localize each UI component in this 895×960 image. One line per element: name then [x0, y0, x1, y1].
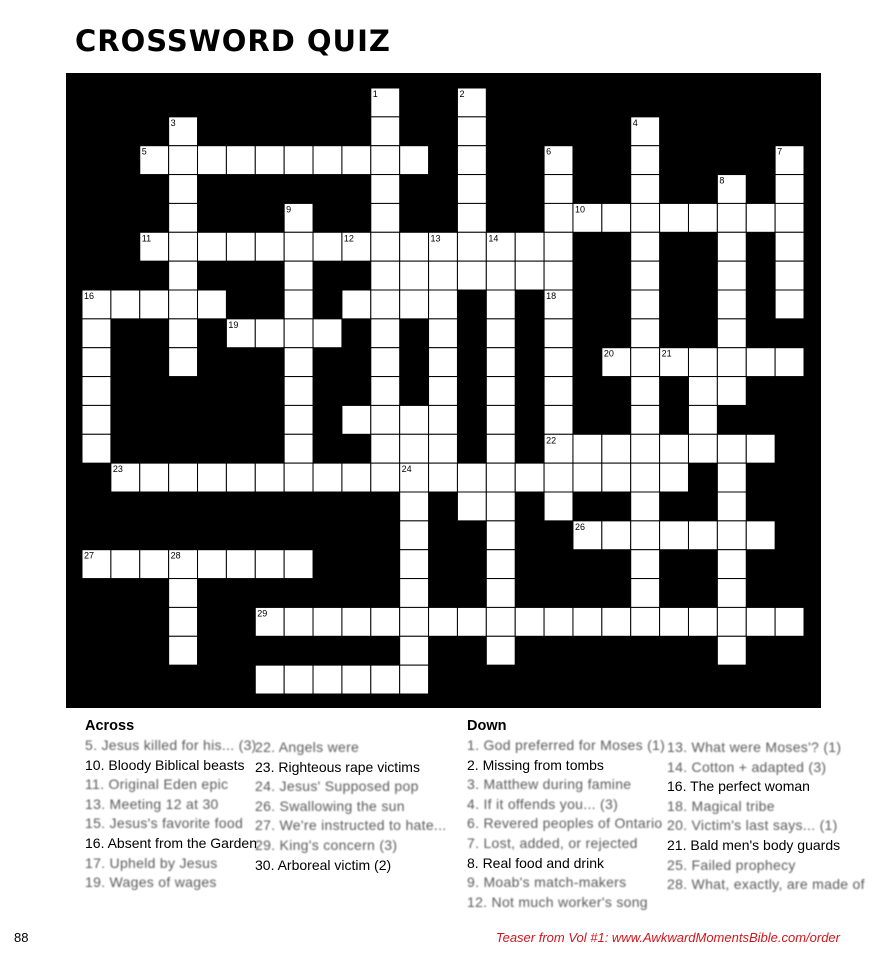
grid-cell[interactable]	[775, 203, 804, 232]
grid-cell[interactable]	[602, 607, 631, 636]
grid-cell[interactable]	[775, 261, 804, 290]
grid-cell[interactable]	[313, 319, 342, 348]
grid-cell[interactable]	[573, 434, 602, 463]
grid-cell[interactable]	[486, 492, 515, 521]
grid-cell[interactable]	[544, 175, 573, 204]
grid-cell[interactable]	[486, 348, 515, 377]
grid-cell[interactable]	[746, 348, 775, 377]
grid-cell[interactable]	[342, 463, 371, 492]
grid-cell[interactable]	[284, 607, 313, 636]
grid-cell[interactable]	[429, 290, 458, 319]
grid-cell[interactable]	[429, 405, 458, 434]
grid-cell[interactable]	[226, 550, 255, 579]
clue-item: 14. Cotton + adapted (3)	[667, 758, 827, 775]
grid-cell[interactable]	[140, 550, 169, 579]
clue-number: 6	[546, 146, 552, 157]
down-clues-column-1	[467, 718, 665, 912]
clue-number: 15	[343, 262, 354, 273]
grid-cell[interactable]	[284, 319, 313, 348]
clue-item: 13. Meeting 12 at 30	[85, 795, 219, 812]
grid-cell[interactable]	[602, 521, 631, 550]
grid-cell[interactable]	[515, 261, 544, 290]
grid-cell[interactable]	[313, 665, 342, 694]
grid-cell[interactable]	[371, 463, 400, 492]
clue-number: 8	[719, 175, 725, 186]
grid-cell[interactable]	[515, 463, 544, 492]
grid-cell[interactable]	[169, 175, 198, 204]
grid-cell[interactable]	[457, 203, 486, 232]
grid-cell[interactable]	[429, 348, 458, 377]
grid-cell[interactable]	[573, 607, 602, 636]
grid-cell[interactable]	[429, 377, 458, 406]
grid-cell[interactable]	[400, 665, 429, 694]
grid-cell[interactable]	[631, 290, 660, 319]
grid-cell[interactable]	[226, 463, 255, 492]
clue-number: 3	[170, 117, 176, 128]
grid-cell[interactable]	[544, 607, 573, 636]
grid-cell[interactable]	[313, 146, 342, 175]
grid-cell[interactable]	[631, 319, 660, 348]
clue-number: 19	[228, 319, 239, 330]
across-col1-list	[85, 736, 257, 893]
grid-cell[interactable]	[457, 463, 486, 492]
grid-cell[interactable]	[169, 319, 198, 348]
grid-cell[interactable]	[169, 579, 198, 608]
grid-cell[interactable]	[486, 550, 515, 579]
grid-cell[interactable]	[775, 348, 804, 377]
grid-cell[interactable]	[688, 348, 717, 377]
grid-cell[interactable]	[400, 232, 429, 261]
grid-cell[interactable]	[400, 290, 429, 319]
grid-cell[interactable]	[284, 261, 313, 290]
grid-cell[interactable]	[717, 607, 746, 636]
clue-item: 20. Victim's last says... (1)	[667, 817, 838, 834]
clue-number: 13	[430, 233, 441, 244]
grid-cell[interactable]	[371, 405, 400, 434]
grid-cell[interactable]	[544, 492, 573, 521]
grid-cell[interactable]	[717, 261, 746, 290]
grid-cell[interactable]	[284, 405, 313, 434]
grid-cell[interactable]	[313, 463, 342, 492]
grid-cell[interactable]	[111, 290, 140, 319]
grid-cell[interactable]	[631, 550, 660, 579]
grid-cell[interactable]	[486, 290, 515, 319]
clue-item: 17. Upheld by Jesus	[85, 854, 218, 871]
grid-cell[interactable]	[140, 463, 169, 492]
grid-cell[interactable]	[631, 492, 660, 521]
grid-cell[interactable]	[515, 607, 544, 636]
clue-item: 2. Missing from tombs	[467, 756, 604, 773]
clue-item: 30. Arboreal victim (2)	[255, 856, 392, 873]
grid-cell[interactable]	[486, 261, 515, 290]
grid-cell[interactable]	[198, 550, 227, 579]
grid-cell[interactable]	[400, 521, 429, 550]
grid-cell[interactable]	[169, 348, 198, 377]
grid-cell[interactable]	[660, 521, 689, 550]
grid-cell[interactable]	[602, 203, 631, 232]
grid-cell[interactable]	[717, 550, 746, 579]
grid-cell[interactable]	[226, 146, 255, 175]
clue-item: 7. Lost, added, or rejected	[467, 834, 638, 851]
clue-number: 20	[603, 348, 614, 359]
clue-item: 15. Jesus's favorite food	[85, 815, 244, 832]
grid-cell[interactable]	[169, 146, 198, 175]
grid-cell[interactable]	[631, 261, 660, 290]
grid-cell[interactable]	[169, 203, 198, 232]
grid-cell[interactable]	[400, 146, 429, 175]
grid-cell[interactable]	[284, 146, 313, 175]
grid-cell[interactable]	[400, 405, 429, 434]
grid-cell[interactable]	[486, 607, 515, 636]
clue-item: 1. God preferred for Moses (1)	[467, 737, 666, 753]
grid-cell[interactable]	[457, 175, 486, 204]
grid-cell[interactable]	[169, 261, 198, 290]
grid-cell[interactable]	[544, 348, 573, 377]
grid-cell[interactable]	[631, 232, 660, 261]
grid-cell[interactable]	[169, 232, 198, 261]
grid-cell[interactable]	[169, 463, 198, 492]
clue-item: 6. Revered peoples of Ontario	[467, 815, 663, 832]
clue-number: 24	[401, 464, 412, 475]
grid-cell[interactable]	[400, 579, 429, 608]
grid-cell[interactable]	[688, 377, 717, 406]
grid-cell[interactable]	[775, 290, 804, 319]
across-clues-column-1	[85, 718, 257, 893]
clue-number: 28	[170, 550, 181, 561]
grid-cell[interactable]	[169, 636, 198, 665]
clue-item: 8. Real food and drink	[467, 854, 604, 871]
grid-cell[interactable]	[631, 203, 660, 232]
grid-cell[interactable]	[688, 607, 717, 636]
grid-cell[interactable]	[284, 232, 313, 261]
grid-cell[interactable]	[746, 203, 775, 232]
grid-cell[interactable]	[198, 232, 227, 261]
grid-cell[interactable]	[400, 636, 429, 665]
grid-cell[interactable]	[775, 175, 804, 204]
grid-cell[interactable]	[226, 232, 255, 261]
grid-cell[interactable]	[660, 434, 689, 463]
grid-cell[interactable]	[631, 607, 660, 636]
clue-number: 14	[488, 233, 499, 244]
grid-cell[interactable]	[371, 261, 400, 290]
grid-cell[interactable]	[688, 434, 717, 463]
grid-cell[interactable]	[82, 377, 111, 406]
grid-cell[interactable]	[400, 492, 429, 521]
grid-cell[interactable]	[429, 434, 458, 463]
grid-cell[interactable]	[717, 232, 746, 261]
grid-cell[interactable]	[717, 377, 746, 406]
grid-cell[interactable]	[82, 434, 111, 463]
clue-item: 12. Not much worker's song	[467, 893, 648, 910]
grid-cell[interactable]	[255, 550, 284, 579]
clue-number: 16	[84, 291, 95, 301]
clue-number: 9	[286, 204, 292, 215]
clue-item: 19. Wages of wages	[85, 874, 217, 891]
grid-cell[interactable]	[631, 521, 660, 550]
grid-cell[interactable]	[486, 377, 515, 406]
clue-item: 16. Absent from the Garden	[85, 834, 257, 851]
clue-item: 25. Failed prophecy	[667, 856, 796, 873]
grid-cell[interactable]	[544, 203, 573, 232]
grid-cell[interactable]	[544, 463, 573, 492]
clue-item: 5. Jesus killed for his... (3)	[85, 737, 257, 753]
grid-cell[interactable]	[255, 463, 284, 492]
grid-cell[interactable]	[371, 117, 400, 146]
clue-number: 27	[84, 550, 95, 561]
clue-item: 11. Original Eden epic	[85, 776, 229, 793]
page-number: 88	[14, 930, 29, 945]
grid-cell[interactable]	[284, 550, 313, 579]
grid-cell[interactable]	[371, 665, 400, 694]
grid-cell[interactable]	[775, 607, 804, 636]
grid-cell[interactable]	[746, 434, 775, 463]
clue-item: 24. Jesus' Supposed pop	[255, 778, 419, 795]
clue-number: 22	[546, 435, 557, 446]
grid-cell[interactable]	[169, 607, 198, 636]
grid-cell[interactable]	[284, 348, 313, 377]
grid-cell[interactable]	[631, 146, 660, 175]
grid-cell[interactable]	[342, 290, 371, 319]
grid-cell[interactable]	[457, 607, 486, 636]
grid-cell[interactable]	[688, 521, 717, 550]
grid-cell[interactable]	[717, 290, 746, 319]
grid-cell[interactable]	[486, 319, 515, 348]
grid-cell[interactable]	[429, 319, 458, 348]
clue-item: 29. King's concern (3)	[255, 836, 398, 853]
grid-cell[interactable]	[342, 607, 371, 636]
down-clues-column-2	[667, 738, 865, 895]
grid-cell[interactable]	[82, 319, 111, 348]
grid-cell[interactable]	[400, 550, 429, 579]
grid-cell[interactable]	[660, 463, 689, 492]
clue-item: 26. Swallowing the sun	[255, 797, 405, 814]
grid-cell[interactable]	[313, 232, 342, 261]
grid-cell[interactable]	[342, 665, 371, 694]
grid-cell[interactable]	[82, 348, 111, 377]
grid-cell[interactable]	[544, 319, 573, 348]
grid-cell[interactable]	[371, 319, 400, 348]
grid-cell[interactable]	[284, 665, 313, 694]
grid-cell[interactable]	[717, 434, 746, 463]
grid-cell[interactable]	[371, 146, 400, 175]
grid-cell[interactable]	[631, 377, 660, 406]
grid-cell[interactable]	[544, 261, 573, 290]
grid-cell[interactable]	[486, 434, 515, 463]
grid-cell[interactable]	[486, 636, 515, 665]
grid-cell[interactable]	[717, 636, 746, 665]
down-col2-list	[667, 738, 865, 895]
grid-cell[interactable]	[573, 463, 602, 492]
grid-cell[interactable]	[717, 579, 746, 608]
grid-cell[interactable]	[371, 377, 400, 406]
clue-item: 10. Bloody Biblical beasts	[85, 756, 245, 773]
grid-cell[interactable]	[371, 434, 400, 463]
clue-item: 22. Angels were	[255, 739, 360, 755]
grid-cell[interactable]	[717, 492, 746, 521]
across-col2-list	[255, 738, 446, 875]
grid-cell[interactable]	[284, 434, 313, 463]
grid-cell[interactable]	[660, 203, 689, 232]
grid-cell[interactable]	[457, 117, 486, 146]
grid-cell[interactable]	[631, 434, 660, 463]
grid-cell[interactable]	[602, 463, 631, 492]
grid-cell[interactable]	[284, 290, 313, 319]
page-title: CROSSWORD QUIZ	[75, 24, 391, 58]
teaser-link[interactable]: Teaser from Vol #1: www.AwkwardMomentsBible.com/order	[495, 930, 840, 945]
grid-cell[interactable]	[717, 348, 746, 377]
grid-cell[interactable]	[429, 463, 458, 492]
clue-number: 7	[777, 146, 783, 157]
grid-cell[interactable]	[429, 261, 458, 290]
grid-cell[interactable]	[198, 290, 227, 319]
grid-cell[interactable]	[631, 405, 660, 434]
grid-cell[interactable]	[544, 405, 573, 434]
grid-cell[interactable]	[371, 607, 400, 636]
clue-number: 29	[257, 608, 268, 619]
grid-cell[interactable]	[371, 348, 400, 377]
across-clues-column-2	[255, 738, 446, 875]
grid-cell[interactable]	[746, 521, 775, 550]
grid-cell[interactable]	[255, 146, 284, 175]
grid-cell[interactable]	[371, 203, 400, 232]
grid-cell[interactable]	[313, 607, 342, 636]
clue-item: 9. Moab's match-makers	[467, 874, 627, 891]
grid-cell[interactable]	[457, 492, 486, 521]
grid-cell[interactable]	[688, 405, 717, 434]
clue-number: 21	[661, 348, 672, 359]
clue-number: 12	[343, 233, 354, 244]
grid-cell[interactable]	[198, 463, 227, 492]
clue-number: 25	[372, 493, 383, 503]
grid-cell[interactable]	[544, 232, 573, 261]
grid-cell[interactable]	[631, 463, 660, 492]
grid-cell[interactable]	[717, 319, 746, 348]
grid-cell[interactable]	[717, 521, 746, 550]
grid-cell[interactable]	[486, 579, 515, 608]
grid-cell[interactable]	[371, 290, 400, 319]
grid-cell[interactable]	[631, 175, 660, 204]
clue-number: 10	[574, 204, 585, 215]
clue-number: 18	[546, 291, 557, 301]
grid-cell[interactable]	[717, 203, 746, 232]
grid-cell[interactable]	[660, 607, 689, 636]
clue-number: 17	[315, 291, 326, 301]
down-heading: Down	[467, 718, 507, 734]
clue-number: 30	[228, 666, 239, 677]
grid-cell[interactable]	[140, 290, 169, 319]
grid-cell[interactable]	[631, 348, 660, 377]
grid-cell[interactable]	[457, 232, 486, 261]
clue-item: 4. If it offends you... (3)	[467, 795, 619, 812]
grid-cell[interactable]	[371, 232, 400, 261]
clue-number: 4	[632, 117, 638, 128]
clue-item: 21. Bald men's body guards	[667, 836, 841, 853]
grid-cell[interactable]	[429, 607, 458, 636]
grid-cell[interactable]	[284, 377, 313, 406]
grid-cell[interactable]	[457, 146, 486, 175]
across-heading: Across	[85, 718, 135, 734]
grid-cell[interactable]	[198, 146, 227, 175]
grid-cell[interactable]	[486, 405, 515, 434]
grid-cell[interactable]	[371, 175, 400, 204]
grid-cell[interactable]	[746, 607, 775, 636]
grid-cell[interactable]	[544, 377, 573, 406]
grid-cell[interactable]	[169, 290, 198, 319]
grid-cell[interactable]	[486, 463, 515, 492]
clue-item: 16. The perfect woman	[667, 778, 810, 795]
crossword-grid	[82, 88, 804, 694]
clue-number: 5	[141, 146, 147, 157]
grid-cell[interactable]	[775, 232, 804, 261]
clue-item: 13. What were Moses'? (1)	[667, 739, 842, 755]
grid-cell[interactable]	[688, 203, 717, 232]
clue-number: 23	[112, 464, 123, 475]
clue-number: 2	[459, 89, 465, 99]
grid-cell[interactable]	[342, 405, 371, 434]
clue-item: 3. Matthew during famine	[467, 776, 632, 793]
grid-cell[interactable]	[602, 434, 631, 463]
grid-cell[interactable]	[457, 261, 486, 290]
grid-cell[interactable]	[82, 405, 111, 434]
grid-cell[interactable]	[400, 434, 429, 463]
grid-cell[interactable]	[284, 463, 313, 492]
clue-number: 26	[574, 521, 585, 532]
grid-cell[interactable]	[342, 146, 371, 175]
down-col1-list	[467, 736, 665, 912]
grid-cell[interactable]	[717, 463, 746, 492]
clue-item: 28. What, exactly, are made of	[667, 876, 865, 893]
clue-item: 23. Righteous rape victims	[255, 758, 420, 775]
clue-item: 18. Magical tribe	[667, 797, 775, 814]
clue-item: 27. We're instructed to hate...	[255, 817, 447, 834]
grid-cell[interactable]	[515, 232, 544, 261]
grid-cell[interactable]	[255, 232, 284, 261]
grid-cell[interactable]	[255, 665, 284, 694]
grid-cell[interactable]	[255, 319, 284, 348]
grid-cell[interactable]	[111, 550, 140, 579]
grid-cell[interactable]	[486, 521, 515, 550]
grid-cell[interactable]	[631, 579, 660, 608]
clue-number: 1	[372, 89, 378, 99]
grid-cell[interactable]	[400, 261, 429, 290]
clue-number: 11	[141, 233, 152, 244]
grid-cell[interactable]	[400, 607, 429, 636]
